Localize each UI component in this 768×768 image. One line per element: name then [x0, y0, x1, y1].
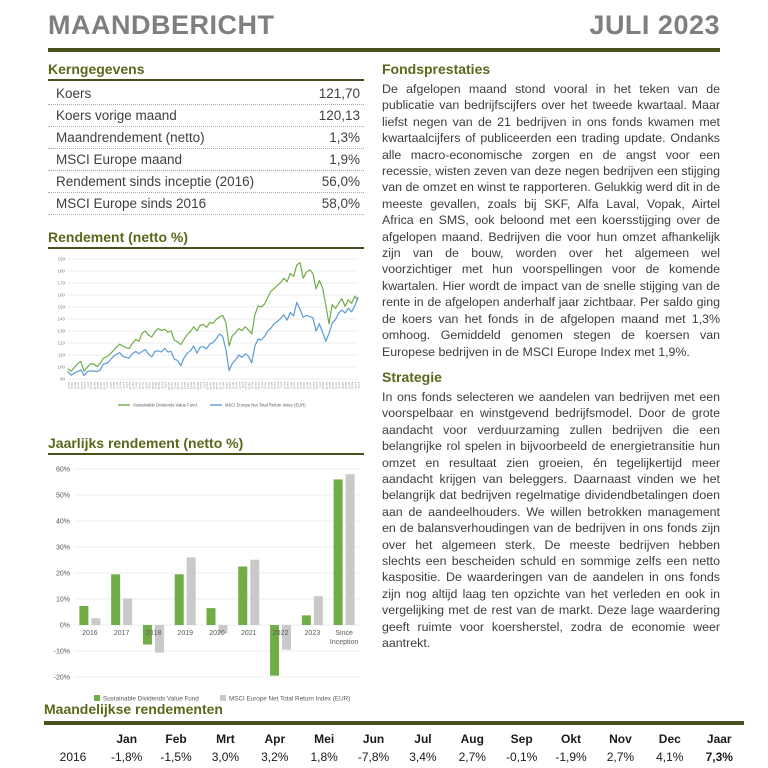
svg-text:okt-22: okt-22 — [328, 382, 331, 389]
svg-text:dec-20: dec-20 — [257, 382, 261, 390]
performance-line-chart — [48, 253, 364, 421]
strategy-section — [382, 369, 720, 652]
svg-text:nov-18: nov-18 — [176, 382, 180, 390]
key-figures-row — [48, 149, 364, 171]
svg-text:apr-17: apr-17 — [115, 382, 119, 389]
svg-text:40%: 40% — [55, 518, 70, 526]
svg-text:jul-16: jul-16 — [86, 382, 90, 388]
svg-text:mei-22: mei-22 — [311, 382, 315, 390]
left-column — [48, 61, 364, 703]
svg-text:190: 190 — [57, 256, 65, 262]
svg-text:nov-20: nov-20 — [253, 382, 257, 390]
performance-chart-heading: Rendement (netto %) — [48, 229, 364, 249]
masthead — [48, 10, 720, 41]
return-cell: 3,0% — [211, 750, 240, 764]
svg-text:apr-23: apr-23 — [347, 382, 351, 389]
month-column-header: Jun — [362, 732, 385, 746]
svg-text:dec-19: dec-19 — [218, 382, 222, 390]
svg-text:sep-17: sep-17 — [131, 382, 135, 390]
svg-text:apr-22: apr-22 — [308, 382, 312, 389]
svg-text:jul-18: jul-18 — [163, 382, 167, 388]
svg-text:jul-21: jul-21 — [279, 382, 283, 388]
return-cell: 3,2% — [261, 750, 289, 764]
svg-text:mei-18: mei-18 — [157, 382, 161, 390]
svg-text:30%: 30% — [55, 544, 70, 552]
fund-bar-2023 — [302, 615, 311, 625]
key-figure-label: Maandrendement (netto) — [56, 130, 205, 145]
svg-text:10%: 10% — [55, 596, 70, 604]
month-column-header: Apr — [264, 732, 286, 746]
svg-text:20%: 20% — [55, 570, 70, 578]
svg-text:feb-22: feb-22 — [302, 382, 306, 389]
svg-text:0%: 0% — [59, 622, 70, 630]
svg-text:180: 180 — [57, 268, 65, 274]
svg-text:jan-16: jan-16 — [67, 382, 70, 389]
index-series-line — [68, 297, 358, 375]
key-figures-section — [48, 61, 364, 215]
index-bar-2016 — [91, 618, 100, 625]
fund-performance-body: De afgelopen maand stond vooral in het teken van de publicatie van bedrijfscijfers over het tweede kwartaal. Maar liefst negen van de 21 bedrijven in ons fonds kwamen met kwartaalcijfers of publiceerden een trading update. Ondanks alle macro-economische zorgen en de angst voor een recessie, wisten zeven van deze negen bedrijven een stijging van de omzet en winst te rapporteren. Gelukkig werd dit in de meeste gevallen, zoals bij SKF, Alfa Laval, Vopak, Airtel Africa en SMS, ook beloond met een koersstijging over de afgelopen maand. Bedrijven die voor hun omzet afhankelijk zijn van de bouw, worden over het algemeen wel voorzichtiger met hun voorspellingen voor de komende kwartalen. Hier wordt de impact van de snelle stijging van de rente in de afgelopen anderhalf jaar zichtbaar. Per saldo ging de koers van het fonds in de afgelopen maand met 1,3% omhoog. Gemiddeld genomen stegen de koersen van Europese bedrijven in de MSCI Europe Index met 1,9%. — [382, 82, 720, 359]
index-bar-2022 — [282, 625, 291, 650]
svg-text:mei-17: mei-17 — [118, 382, 122, 390]
svg-text:Sustainable Dividends Value Fu: Sustainable Dividends Value Fund — [133, 402, 197, 408]
return-cell: 7,3% — [705, 750, 733, 764]
svg-text:jun-16: jun-16 — [83, 382, 87, 389]
svg-text:2021: 2021 — [240, 630, 257, 637]
svg-text:2020: 2020 — [209, 630, 225, 637]
svg-text:50%: 50% — [55, 492, 70, 500]
svg-text:nov-22: nov-22 — [331, 382, 335, 390]
key-figure-label: Koers — [56, 86, 92, 101]
svg-text:-10%: -10% — [53, 648, 70, 656]
svg-text:mei-20: mei-20 — [234, 382, 238, 390]
svg-text:mrt-18: mrt-18 — [150, 382, 154, 389]
svg-text:mrt-19: mrt-19 — [189, 382, 193, 389]
svg-text:apr-21: apr-21 — [270, 382, 273, 389]
month-column-header: Jaar — [706, 732, 732, 746]
fund-bar-since-inception — [334, 479, 343, 625]
svg-text:nov-17: nov-17 — [137, 382, 141, 390]
svg-text:jun-20: jun-20 — [237, 382, 241, 389]
svg-text:sep-16: sep-16 — [92, 382, 96, 390]
month-column-header: Aug — [460, 732, 484, 746]
monthly-returns-header-row — [44, 730, 744, 748]
monthly-returns-data-row — [44, 748, 744, 766]
svg-text:jan-19: jan-19 — [183, 382, 186, 389]
svg-text:90: 90 — [59, 376, 65, 382]
svg-text:mei-19: mei-19 — [195, 382, 199, 390]
month-column-header: Jul — [414, 732, 432, 746]
svg-text:jul-19: jul-19 — [202, 382, 206, 388]
svg-text:mei-23: mei-23 — [350, 382, 354, 390]
svg-text:2017: 2017 — [113, 630, 130, 637]
content-columns — [48, 61, 720, 703]
svg-text:Sustainable Dividends Value Fu: Sustainable Dividends Value Fund — [103, 695, 199, 703]
svg-text:2016: 2016 — [82, 630, 98, 637]
month-column-header: Sep — [510, 732, 533, 746]
svg-text:2023: 2023 — [304, 630, 321, 637]
svg-text:okt-18: okt-18 — [173, 382, 177, 389]
annual-chart-heading: Jaarlijks rendement (netto %) — [48, 435, 364, 455]
report-title: MAANDBERICHT — [48, 10, 275, 40]
svg-text:170: 170 — [57, 280, 65, 286]
svg-text:sep-22: sep-22 — [324, 382, 328, 390]
svg-text:nov-19: nov-19 — [215, 382, 219, 390]
svg-text:aug-19: aug-19 — [205, 382, 209, 390]
svg-text:120: 120 — [57, 340, 65, 346]
svg-text:dec-18: dec-18 — [179, 382, 183, 390]
month-column-header: Nov — [609, 732, 632, 746]
return-cell: 1,8% — [310, 750, 338, 764]
svg-text:feb-16: feb-16 — [70, 382, 74, 389]
svg-text:60%: 60% — [55, 466, 70, 474]
svg-text:mrt-20: mrt-20 — [228, 382, 232, 389]
index-bar-since-inception — [346, 474, 355, 625]
key-figure-value: 58,0% — [321, 196, 360, 211]
index-bar-2021 — [250, 560, 259, 625]
performance-chart-section — [48, 229, 364, 421]
svg-text:aug-17: aug-17 — [128, 382, 132, 390]
svg-text:apr-18: apr-18 — [154, 382, 157, 389]
month-column-header: Jan — [116, 732, 138, 746]
svg-text:sep-19: sep-19 — [208, 382, 212, 390]
month-column-header: Dec — [658, 732, 681, 746]
annual-bar-chart — [48, 459, 364, 703]
svg-text:Inception: Inception — [329, 639, 359, 646]
key-figures-row — [48, 171, 364, 193]
svg-text:mrt-23: mrt-23 — [344, 382, 348, 389]
key-figure-label: Rendement sinds inceptie (2016) — [56, 174, 255, 189]
return-cell: 3,4% — [409, 750, 437, 764]
svg-text:Since: Since — [335, 630, 353, 637]
svg-text:MSCI Europe Net Total Return I: MSCI Europe Net Total Return Index (EUR) — [229, 695, 351, 703]
svg-text:jun-21: jun-21 — [276, 382, 280, 389]
return-cell: 2,7% — [458, 750, 486, 764]
svg-text:mrt-21: mrt-21 — [266, 382, 270, 389]
key-figure-label: MSCI Europe sinds 2016 — [56, 196, 207, 211]
bar-chart-category-labels — [82, 630, 358, 646]
return-cell: -1,9% — [555, 750, 587, 764]
month-column-header: Mrt — [216, 732, 235, 746]
key-figures-row — [48, 127, 364, 149]
svg-text:jan-22: jan-22 — [299, 382, 302, 389]
svg-text:mei-16: mei-16 — [79, 382, 83, 390]
return-cell: 4,1% — [656, 750, 684, 764]
svg-text:jan-18: jan-18 — [144, 382, 148, 389]
svg-text:jul-23: jul-23 — [357, 382, 360, 388]
monthly-returns-body — [44, 748, 744, 766]
svg-text:apr-20: apr-20 — [231, 382, 235, 389]
svg-text:apr-19: apr-19 — [192, 382, 196, 389]
key-figure-value: 56,0% — [321, 174, 360, 189]
monthly-returns-rule — [44, 721, 744, 725]
svg-text:dec-22: dec-22 — [334, 382, 338, 390]
svg-text:sep-18: sep-18 — [170, 382, 174, 390]
key-figures-row — [48, 105, 364, 127]
svg-text:feb-19: feb-19 — [186, 382, 190, 389]
month-column-header — [44, 730, 102, 748]
svg-text:feb-21: feb-21 — [263, 382, 267, 389]
key-figures-row — [48, 193, 364, 215]
month-column-header: Mei — [314, 732, 335, 746]
svg-text:nov-21: nov-21 — [292, 382, 296, 390]
svg-text:jun-23: jun-23 — [353, 382, 357, 389]
right-column — [382, 61, 720, 703]
monthly-returns-head — [44, 730, 744, 748]
line-chart-legend — [118, 403, 306, 408]
svg-text:mrt-22: mrt-22 — [305, 382, 309, 389]
return-cell: 2,7% — [606, 750, 635, 764]
svg-text:dec-21: dec-21 — [295, 382, 299, 390]
fund-performance-section — [382, 61, 720, 360]
svg-text:-20%: -20% — [53, 674, 70, 682]
masthead-rule — [48, 48, 720, 52]
fund-bar-2017 — [111, 574, 120, 625]
key-figures-heading: Kerngegevens — [48, 61, 364, 81]
fund-bar-2016 — [79, 606, 88, 625]
svg-text:jul-17: jul-17 — [125, 382, 128, 388]
svg-text:100: 100 — [57, 364, 65, 370]
svg-text:okt-16: okt-16 — [96, 382, 99, 389]
svg-text:feb-18: feb-18 — [147, 382, 151, 389]
bar-chart-gridlines — [54, 466, 360, 681]
svg-text:jul-22: jul-22 — [318, 382, 322, 388]
svg-text:jan-17: jan-17 — [105, 382, 109, 389]
fund-performance-heading: Fondsprestaties — [382, 61, 491, 77]
return-cell: -7,8% — [357, 750, 390, 764]
svg-text:apr-16: apr-16 — [76, 382, 80, 389]
svg-text:140: 140 — [57, 316, 65, 322]
line-chart-x-labels — [67, 381, 360, 390]
index-bar-2019 — [187, 557, 196, 625]
key-figure-label: Koers vorige maand — [56, 108, 177, 123]
return-cell: -1,8% — [111, 750, 143, 764]
key-figure-label: MSCI Europe maand — [56, 152, 183, 167]
svg-text:2018: 2018 — [145, 630, 162, 637]
svg-text:2022: 2022 — [272, 630, 289, 637]
fund-bar-2021 — [238, 567, 247, 626]
svg-text:jul-20: jul-20 — [241, 382, 244, 388]
key-figure-value: 121,70 — [318, 86, 360, 101]
key-figure-value: 120,13 — [318, 108, 360, 123]
bar-chart-bars — [79, 474, 354, 676]
fund-bar-2019 — [175, 574, 184, 625]
annual-chart-section — [48, 435, 364, 703]
return-cell: -1,5% — [160, 750, 192, 764]
svg-text:130: 130 — [57, 328, 65, 334]
svg-text:110: 110 — [57, 352, 65, 358]
index-bar-2023 — [314, 596, 323, 625]
svg-text:MSCI Europe Net Total Return I: MSCI Europe Net Total Return Index (EUR) — [225, 402, 306, 408]
key-figure-value: 1,9% — [329, 152, 360, 167]
svg-text:okt-20: okt-20 — [250, 382, 254, 389]
svg-text:okt-21: okt-21 — [289, 382, 293, 389]
svg-text:okt-19: okt-19 — [212, 382, 215, 389]
svg-text:jun-22: jun-22 — [315, 382, 319, 389]
strategy-heading: Strategie — [382, 368, 442, 385]
monthly-returns-table — [44, 730, 744, 766]
svg-text:jan-21: jan-21 — [260, 382, 264, 389]
key-figures-rows — [48, 83, 364, 215]
svg-text:aug-22: aug-22 — [321, 382, 325, 390]
svg-text:2019: 2019 — [177, 630, 194, 637]
key-figures-row — [48, 83, 364, 105]
svg-text:sep-20: sep-20 — [247, 382, 251, 390]
monthly-returns-heading: Maandelijkse rendementen — [44, 701, 223, 717]
report-period: JULI 2023 — [589, 10, 720, 40]
svg-text:dec-17: dec-17 — [141, 382, 145, 390]
svg-text:jun-19: jun-19 — [199, 382, 203, 389]
svg-text:mrt-17: mrt-17 — [112, 382, 116, 389]
svg-text:160: 160 — [57, 292, 65, 298]
year-cell: 2016 — [59, 750, 87, 764]
svg-text:jan-23: jan-23 — [337, 382, 341, 389]
svg-text:jan-20: jan-20 — [221, 382, 225, 389]
svg-text:jun-17: jun-17 — [121, 382, 125, 389]
svg-text:okt-17: okt-17 — [134, 382, 138, 389]
svg-text:dec-16: dec-16 — [102, 382, 106, 390]
month-column-header: Feb — [165, 732, 187, 746]
monthly-returns-section — [0, 701, 768, 766]
index-bar-2017 — [123, 598, 132, 625]
key-figure-value: 1,3% — [329, 130, 360, 145]
svg-text:mei-21: mei-21 — [273, 382, 277, 390]
svg-text:sep-21: sep-21 — [286, 382, 290, 390]
svg-text:feb-23: feb-23 — [340, 382, 344, 389]
month-column-header: Okt — [561, 732, 582, 746]
fund-bar-2020 — [207, 608, 216, 625]
svg-text:aug-16: aug-16 — [89, 382, 93, 390]
svg-text:jun-18: jun-18 — [160, 382, 164, 389]
svg-text:feb-20: feb-20 — [224, 382, 228, 389]
svg-text:aug-20: aug-20 — [244, 382, 248, 390]
strategy-body: In ons fonds selecteren we aandelen van bedrijven met een voorspelbaar en winstgevend bedrijfsmodel. Door de grote aandacht voor verduurzaming zullen bedrijven die een belangrijke rol spelen in bijvoorbeeld de energietransitie hun omzet en resultaat zien groeien, én tegelijkertijd meer aandacht krijgen van beleggers. Daarnaast vinden we het belangrijk dat bedrijven regelmatige dividendbetalingen doen aan de aandeelhouders. We willen betrokken management en de balansverhoudingen van de bedrijven in ons fonds zijn over het algemeen sterk. De meeste bedrijven hebben slechts een bescheiden schuld en sommige zelfs een netto kaspositie. De waarderingen van de aandelen in ons fonds zijn nog altijd laag ten opzichte van het verleden en ook in vergelijking met de rest van de markt. Deze lage waardering geeft ruimte voor koersherstel, zodra de economie weer aantrekt. — [382, 389, 720, 650]
svg-text:mrt-16: mrt-16 — [73, 382, 77, 389]
svg-text:nov-16: nov-16 — [99, 382, 103, 390]
svg-text:aug-18: aug-18 — [166, 382, 170, 390]
svg-text:feb-17: feb-17 — [108, 382, 112, 389]
svg-text:150: 150 — [57, 304, 65, 310]
return-cell: -0,1% — [506, 750, 538, 764]
svg-text:aug-21: aug-21 — [282, 382, 286, 390]
